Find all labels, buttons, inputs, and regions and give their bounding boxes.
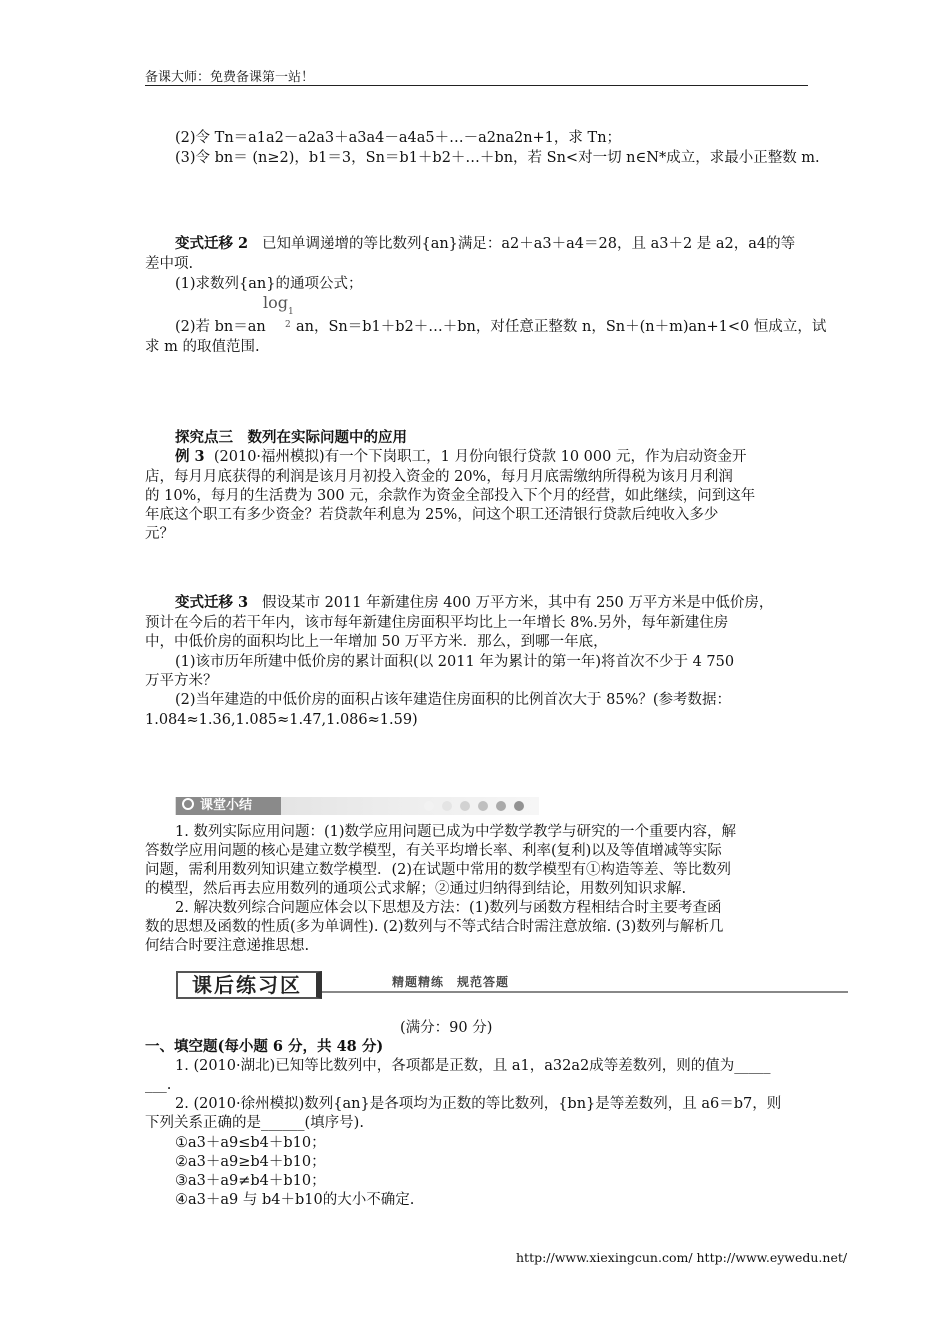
dot-icon [514, 801, 524, 811]
log-word: log [263, 293, 288, 312]
variant2-text1: 已知单调递增的等比数列{an}满足：a2＋a3＋a4＝28，且 a3＋2 是 a2，a4的等 [261, 236, 796, 252]
header-site-text: 备课大师：免费备课第一站！ [145, 70, 315, 85]
variant2-line1 [175, 234, 795, 254]
variant3-q1a: (1)该市历年所建中低价房的累计面积(以 2011 年为累计的第一年)将首次不少于 4 750 [175, 654, 735, 670]
practice-subtitle: 精题精练 规范答题 [392, 975, 510, 989]
q2-option-3: ③a3＋a9≠b4＋b10； [175, 1173, 326, 1189]
dot-icon [460, 801, 470, 811]
summary-p2-line1: 2. 解决数列综合问题应体会以下思想及方法：(1)数列与函数方程相结合时主要考查函 [175, 900, 722, 916]
variant3-label: 变式迁移 3 [175, 594, 249, 611]
example3-label: 例 3 [175, 448, 205, 465]
circle-bullet-icon [182, 798, 194, 810]
example3-line1 [175, 447, 746, 467]
variant3-q1b: 万平方米？ [145, 673, 218, 689]
q2-line2: 下列关系正确的是______(填序号). [145, 1115, 364, 1131]
variant2-q1: (1)求数列{an}的通项公式； [175, 276, 363, 292]
variant3-line2: 预计在今后的若干年内，该市每年新建住房面积平均比上一年增长 8%.另外，每年新建住房 [145, 615, 729, 631]
variant3-line3: 中，中低价房的面积均比上一年增加 50 万平方米．那么，到哪一年底， [145, 634, 608, 650]
log-sub-numerator: 1 [288, 307, 294, 317]
q2-option-1: ①a3＋a9≤b4＋b10； [175, 1135, 326, 1151]
variant2-label: 变式迁移 2 [175, 235, 249, 252]
fill-blank-section: 一、填空题(每小题 6 分，共 48 分) [145, 1038, 384, 1055]
practice-title: 课后练习区 [176, 971, 322, 999]
summary-p2-line3: 何结合时要注意递推思想. [145, 938, 310, 954]
q2-option-2: ②a3＋a9≥b4＋b10； [175, 1154, 326, 1170]
log-sub-denominator: 2 [285, 320, 291, 330]
summary-decorative-dots [424, 799, 532, 813]
summary-p1-line1: 1. 数列实际应用问题：(1)数学应用问题已成为中学数学教学与研究的一个重要内容，解 [175, 824, 736, 840]
variant3-q2b: 1.084≈1.36,1.085≈1.47,1.086≈1.59) [145, 712, 418, 728]
variant2-line2: 差中项. [145, 256, 194, 272]
practice-rule [322, 991, 848, 993]
example3-line3: 的 10%，每月的生活费为 300 元，余款作为资金全部投入下个月的经营，如此继续，问到这年 [145, 488, 756, 504]
summary-p2-line2: 数的思想及函数的性质(多为单调性). (2)数列与不等式结合时需注意放缩. (3)数列与解析几 [145, 919, 724, 935]
log-symbol [263, 293, 294, 317]
q1-line1: 1. (2010·湖北)已知等比数列中，各项都是正数，且 a1，a32a2成等差数列，则的值为_____ [175, 1058, 771, 1074]
problem-part-2: (2)令 Tn＝a1a2－a2a3＋a3a4－a4a5＋…－a2na2n+1，求 Tn； [175, 130, 622, 146]
q2-line1: 2. (2010·徐州模拟)数列{an}是各项均为正数的等比数列，{bn}是等差数列，且 a6＝b7，则 [175, 1096, 782, 1112]
dot-icon [496, 801, 506, 811]
footer-urls: http://www.xiexingcun.com/ http://www.eywedu.net/ [516, 1250, 848, 1265]
variant3-text1: 假设某市 2011 年新建住房 400 万平方米，其中有 250 万平方米是中低价房， [261, 595, 774, 611]
q1-line2: ___. [145, 1077, 172, 1093]
summary-title: 课堂小结 [200, 798, 253, 813]
q2-option-4: ④a3＋a9 与 b4＋b10的大小不确定. [175, 1192, 415, 1208]
header-rule [145, 85, 808, 86]
summary-heading [176, 797, 281, 815]
summary-p1-line2: 答数学应用问题的核心是建立数学模型，有关平均增长率、利率(复利)以及等值增减等实际 [145, 843, 722, 859]
summary-p1-line3: 问题，需利用数列知识建立数学模型．(2)在试题中常用的数学模型有①构造等差、等比数列 [145, 862, 732, 878]
example3-line4: 年底这个职工有多少资金？若贷款年利息为 25%，问这个职工还清银行贷款后纯收入多少 [145, 507, 719, 523]
variant3-q2a: (2)当年建造的中低价房的面积占该年建造住房面积的比例首次大于 85%？(参考数据： [175, 692, 732, 708]
example3-line2: 店，每月月底获得的利润是该月月初投入资金的 20%，每月月底需缴纳所得税为该月月利润 [145, 469, 733, 485]
problem-part-3: (3)令 bn＝ (n≥2)，b1＝3，Sn＝b1＋b2＋…＋bn，若 Sn<对一切 n∈N*成立，求最小正整数 m. [175, 150, 820, 166]
section3-title: 探究点三 数列在实际问题中的应用 [175, 429, 407, 446]
variant2-q2b: an，Sn＝b1＋b2＋…＋bn，对任意正整数 n，Sn＋(n＋m)an+1<0 恒成立，试 [296, 319, 827, 335]
summary-p1-line4: 的模型，然后再去应用数列的通项公式求解；②通过归纳得到结论，用数列知识求解. [145, 881, 687, 897]
example3-text1: (2010·福州模拟)有一个下岗职工，1 月份向银行贷款 10 000 元，作为启动资金开 [213, 449, 747, 465]
variant3-line1 [175, 593, 773, 613]
dot-icon [478, 801, 488, 811]
full-score: (满分：90 分) [400, 1020, 493, 1036]
variant2-q2c: 求 m 的取值范围. [145, 339, 260, 355]
dot-icon [442, 801, 452, 811]
example3-line5: 元？ [145, 526, 174, 542]
dot-icon [424, 801, 434, 811]
variant2-q2a: (2)若 bn＝an [175, 319, 266, 335]
